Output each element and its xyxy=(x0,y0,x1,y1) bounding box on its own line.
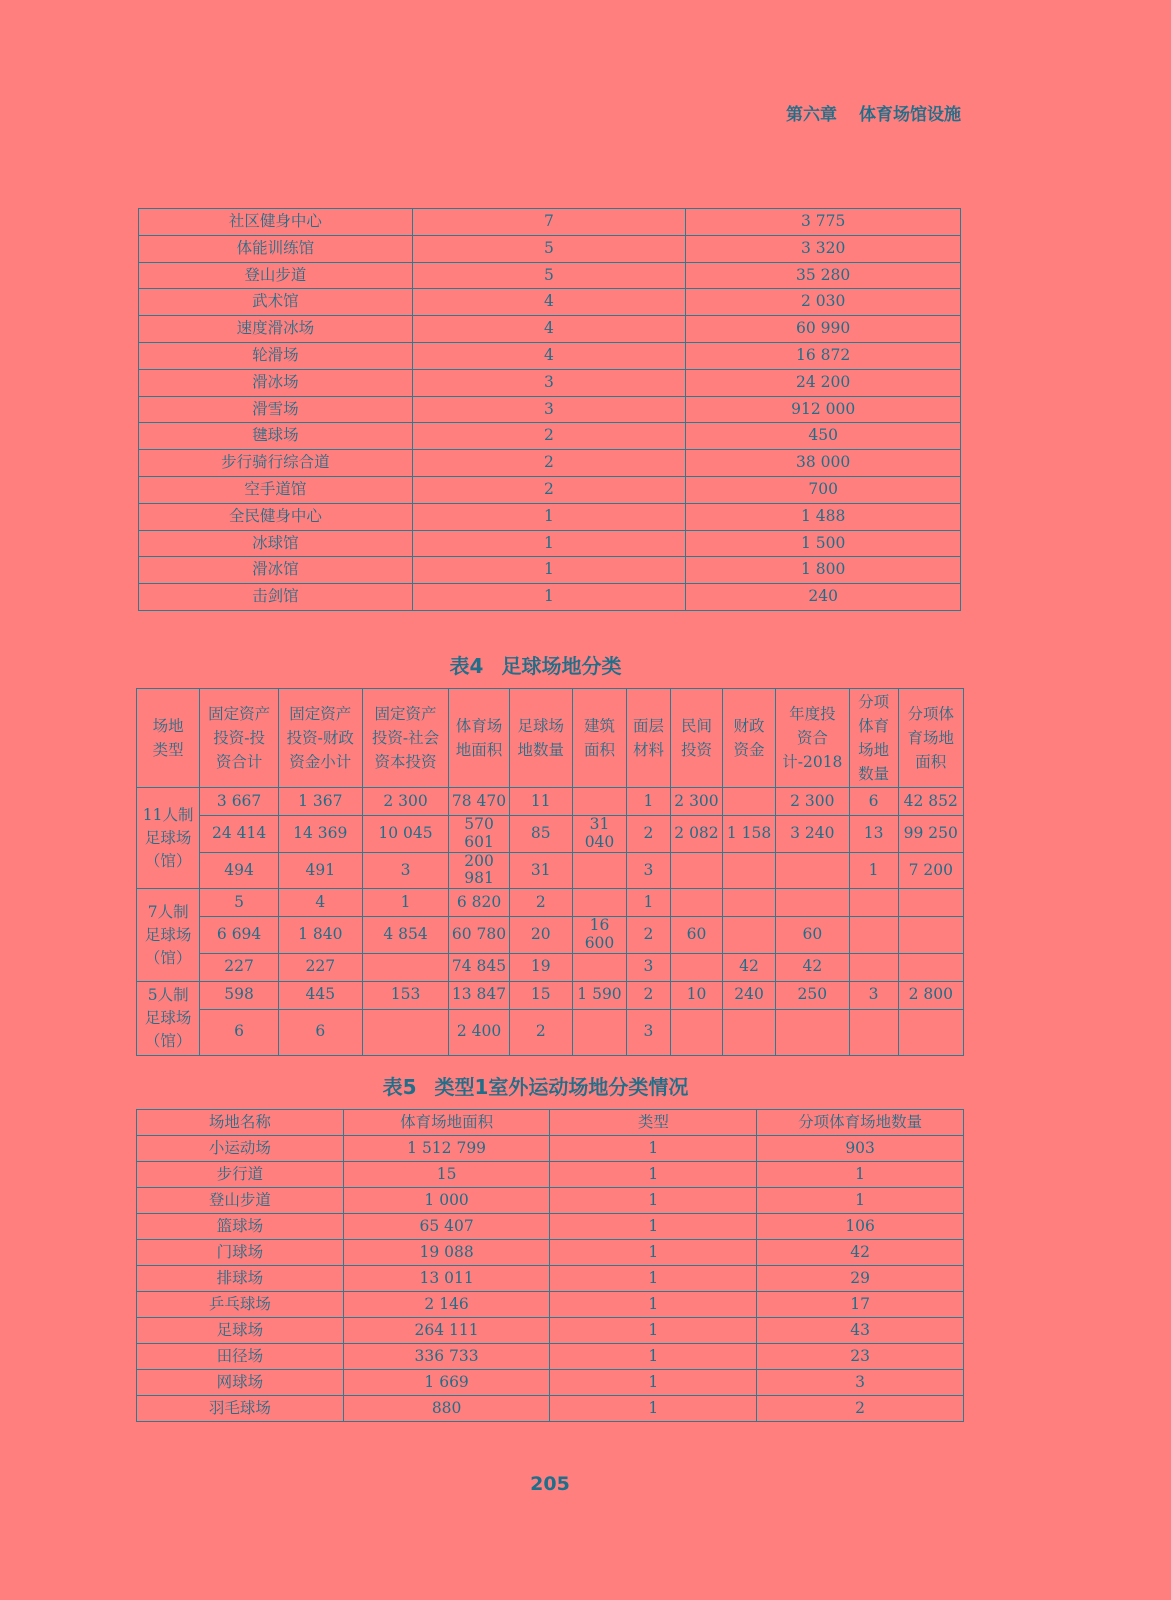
table-cell: 体能训练馆 xyxy=(139,235,413,262)
table-cell xyxy=(572,788,626,816)
table-cell: 武术馆 xyxy=(139,289,413,316)
table-cell: 轮滑场 xyxy=(139,342,413,369)
table-cell: 1 xyxy=(550,1292,757,1318)
table-cell: 912 000 xyxy=(686,396,961,423)
football-field-table xyxy=(136,688,964,1056)
table-cell: 24 414 xyxy=(200,816,279,853)
table-cell xyxy=(898,917,963,954)
table-cell: 445 xyxy=(278,981,362,1009)
table-cell xyxy=(723,1009,776,1055)
table-cell: 步行骑行综合道 xyxy=(139,450,413,477)
table-cell xyxy=(572,953,626,981)
table-row xyxy=(137,1188,964,1214)
table-row xyxy=(139,557,961,584)
table-cell: 击剑馆 xyxy=(139,584,413,611)
table-cell: 240 xyxy=(686,584,961,611)
table-cell: 1 xyxy=(849,852,898,889)
table-row xyxy=(137,1292,964,1318)
table-cell: 74 845 xyxy=(449,953,509,981)
table-cell: 田径场 xyxy=(137,1344,344,1370)
table-cell xyxy=(849,889,898,917)
table-cell xyxy=(572,1009,626,1055)
table-cell: 1 158 xyxy=(723,816,776,853)
field-type-line: 足球场 xyxy=(144,1008,192,1027)
table-cell: 60 xyxy=(776,917,850,954)
table-cell: 1 xyxy=(412,557,686,584)
table-cell: 2 xyxy=(509,889,572,917)
table-row xyxy=(137,953,964,981)
field-type-line: 足球场 xyxy=(144,925,192,944)
table-cell xyxy=(776,852,850,889)
column-header-line: 投资-投 xyxy=(213,729,265,747)
table-cell: 13 011 xyxy=(343,1266,550,1292)
table-cell xyxy=(849,1009,898,1055)
table-cell: 106 xyxy=(757,1214,964,1240)
table-cell: 空手道馆 xyxy=(139,476,413,503)
table-cell: 3 240 xyxy=(776,816,850,853)
table4-caption-title: 足球场地分类 xyxy=(501,654,622,678)
column-header xyxy=(509,689,572,788)
table-row xyxy=(137,981,964,1009)
table-row xyxy=(139,450,961,477)
field-type-cell xyxy=(137,788,200,889)
table-cell: 5 xyxy=(200,889,279,917)
table-cell: 3 xyxy=(757,1370,964,1396)
venue-count-table xyxy=(138,208,961,611)
column-header-line: 计-2018 xyxy=(782,753,843,771)
table-cell: 16 872 xyxy=(686,342,961,369)
table-cell: 1 590 xyxy=(572,981,626,1009)
table-cell: 1 xyxy=(550,1370,757,1396)
table-cell: 78 470 xyxy=(449,788,509,816)
table-cell xyxy=(723,917,776,954)
table-row xyxy=(137,1136,964,1162)
table-cell: 2 xyxy=(627,816,671,853)
table-cell: 1 xyxy=(412,503,686,530)
table-cell: 491 xyxy=(278,852,362,889)
table-cell: 42 852 xyxy=(898,788,963,816)
table-cell: 滑雪场 xyxy=(139,396,413,423)
table-row xyxy=(137,1162,964,1188)
table-cell: 903 xyxy=(757,1136,964,1162)
column-header-line: 数量 xyxy=(858,765,890,783)
table-cell xyxy=(362,953,449,981)
table-cell: 1 xyxy=(550,1214,757,1240)
table-cell: 60 780 xyxy=(449,917,509,954)
table-cell: 篮球场 xyxy=(137,1214,344,1240)
table-cell: 7 200 xyxy=(898,852,963,889)
table-row xyxy=(137,1396,964,1422)
table-cell: 4 xyxy=(412,342,686,369)
column-header xyxy=(137,689,200,788)
table-cell: 1 800 xyxy=(686,557,961,584)
table-cell: 羽毛球场 xyxy=(137,1396,344,1422)
table-cell: 13 847 xyxy=(449,981,509,1009)
table-cell: 速度滑冰场 xyxy=(139,316,413,343)
column-header-line: 育场地 xyxy=(907,729,955,747)
table-cell: 31 040 xyxy=(572,816,626,853)
table-cell: 336 733 xyxy=(343,1344,550,1370)
table4-caption-number: 表4 xyxy=(449,654,484,678)
table-cell: 小运动场 xyxy=(137,1136,344,1162)
table-cell: 7 xyxy=(412,209,686,236)
table-cell: 社区健身中心 xyxy=(139,209,413,236)
table-cell: 20 xyxy=(509,917,572,954)
table-cell xyxy=(849,953,898,981)
table-cell: 2 xyxy=(757,1396,964,1422)
table-row xyxy=(139,342,961,369)
table-cell: 24 200 xyxy=(686,369,961,396)
table-cell: 2 030 xyxy=(686,289,961,316)
table-cell: 排球场 xyxy=(137,1266,344,1292)
column-header xyxy=(670,689,722,788)
column-header: 类型 xyxy=(550,1110,757,1136)
table-cell xyxy=(670,1009,722,1055)
table-cell xyxy=(723,889,776,917)
table-cell xyxy=(670,953,722,981)
table-cell: 2 146 xyxy=(343,1292,550,1318)
table-cell: 1 xyxy=(550,1188,757,1214)
column-header-line: 体育场 xyxy=(455,717,503,735)
table-cell xyxy=(670,852,722,889)
table-row xyxy=(139,316,961,343)
column-header-line: 固定资产 xyxy=(289,705,352,723)
table-row xyxy=(139,584,961,611)
table-cell: 1 xyxy=(550,1396,757,1422)
column-header-line: 分项体 xyxy=(907,705,955,723)
column-header-line: 场地 xyxy=(858,741,890,759)
table-cell xyxy=(898,889,963,917)
table-cell: 85 xyxy=(509,816,572,853)
column-header-line: 场地 xyxy=(152,717,184,735)
table-cell: 2 400 xyxy=(449,1009,509,1055)
field-type-line: 足球场 xyxy=(144,828,192,847)
table-cell: 毽球场 xyxy=(139,423,413,450)
field-type-cell xyxy=(137,889,200,982)
table-row xyxy=(137,788,964,816)
column-header-line: 地数量 xyxy=(517,741,565,759)
table-cell: 23 xyxy=(757,1344,964,1370)
table5-caption-number: 表5 xyxy=(382,1075,417,1099)
table-cell: 网球场 xyxy=(137,1370,344,1396)
table-cell: 494 xyxy=(200,852,279,889)
table-cell: 2 082 xyxy=(670,816,722,853)
table-cell xyxy=(362,1009,449,1055)
table-cell: 2 300 xyxy=(362,788,449,816)
table-row xyxy=(137,1370,964,1396)
table-cell: 3 667 xyxy=(200,788,279,816)
table-cell: 2 300 xyxy=(670,788,722,816)
table-cell: 16 600 xyxy=(572,917,626,954)
column-header-line: 面积 xyxy=(915,753,947,771)
field-type-line: （馆） xyxy=(144,1031,192,1050)
table-cell: 17 xyxy=(757,1292,964,1318)
table-cell: 880 xyxy=(343,1396,550,1422)
table-cell: 11 xyxy=(509,788,572,816)
table-cell: 1 669 xyxy=(343,1370,550,1396)
table-cell: 227 xyxy=(200,953,279,981)
table-row xyxy=(139,423,961,450)
table-row xyxy=(137,816,964,853)
column-header: 体育场地面积 xyxy=(343,1110,550,1136)
table-cell: 1 xyxy=(550,1162,757,1188)
table-cell: 1 367 xyxy=(278,788,362,816)
field-type-line: （馆） xyxy=(144,851,192,870)
table-cell: 6 xyxy=(849,788,898,816)
table-cell: 250 xyxy=(776,981,850,1009)
table-cell: 门球场 xyxy=(137,1240,344,1266)
table-row xyxy=(139,530,961,557)
column-header-line: 资合 xyxy=(796,729,828,747)
table-cell: 2 300 xyxy=(776,788,850,816)
column-header xyxy=(278,689,362,788)
table-cell: 登山步道 xyxy=(137,1188,344,1214)
column-header xyxy=(849,689,898,788)
table5-caption xyxy=(0,1071,1121,1100)
table-cell: 4 xyxy=(412,316,686,343)
table-row xyxy=(137,852,964,889)
field-type-line: （馆） xyxy=(144,948,192,967)
column-header-line: 财政 xyxy=(733,717,765,735)
table-cell: 5 xyxy=(412,235,686,262)
column-header: 场地名称 xyxy=(137,1110,344,1136)
table4-caption xyxy=(0,650,1121,679)
table-cell: 35 280 xyxy=(686,262,961,289)
column-header-line: 材料 xyxy=(632,741,664,759)
table-cell xyxy=(776,1009,850,1055)
table5-caption-title: 类型1室外运动场地分类情况 xyxy=(434,1075,689,1099)
field-type-line: 7人制 xyxy=(147,902,189,921)
column-header-line: 投资-财政 xyxy=(286,729,354,747)
table-cell xyxy=(723,788,776,816)
chapter-title: 体育场馆设施 xyxy=(859,105,961,125)
table-cell: 1 xyxy=(757,1188,964,1214)
table-cell: 15 xyxy=(509,981,572,1009)
table-cell xyxy=(572,852,626,889)
table-cell: 3 xyxy=(362,852,449,889)
field-type-line: 5人制 xyxy=(147,985,189,1004)
table-cell xyxy=(670,889,722,917)
field-type-line: 11人制 xyxy=(142,805,194,824)
table-cell: 4 854 xyxy=(362,917,449,954)
table-cell: 43 xyxy=(757,1318,964,1344)
table-cell: 4 xyxy=(412,289,686,316)
column-header-line: 地面积 xyxy=(455,741,503,759)
table-cell: 153 xyxy=(362,981,449,1009)
table-cell: 6 xyxy=(278,1009,362,1055)
table-cell: 99 250 xyxy=(898,816,963,853)
table-cell: 1 xyxy=(550,1136,757,1162)
table-cell: 598 xyxy=(200,981,279,1009)
table-cell: 29 xyxy=(757,1266,964,1292)
table-row xyxy=(137,1318,964,1344)
column-header-line: 足球场 xyxy=(517,717,565,735)
table-cell: 3 775 xyxy=(686,209,961,236)
table-cell: 200 981 xyxy=(449,852,509,889)
table-row xyxy=(137,1214,964,1240)
table-cell: 1 488 xyxy=(686,503,961,530)
table-row xyxy=(139,235,961,262)
table-cell: 264 111 xyxy=(343,1318,550,1344)
column-header-line: 面积 xyxy=(583,741,615,759)
table-cell xyxy=(723,852,776,889)
table-cell: 6 xyxy=(200,1009,279,1055)
column-header xyxy=(898,689,963,788)
column-header-line: 资金小计 xyxy=(289,753,352,771)
table-row xyxy=(137,1009,964,1055)
table-cell: 42 xyxy=(757,1240,964,1266)
table-cell xyxy=(849,917,898,954)
table-cell: 全民健身中心 xyxy=(139,503,413,530)
table-cell: 1 512 799 xyxy=(343,1136,550,1162)
table-cell: 冰球馆 xyxy=(139,530,413,557)
table-cell xyxy=(776,889,850,917)
table-cell: 2 xyxy=(509,1009,572,1055)
column-header xyxy=(362,689,449,788)
table-cell: 19 xyxy=(509,953,572,981)
table-cell: 65 407 xyxy=(343,1214,550,1240)
table-row xyxy=(139,503,961,530)
column-header xyxy=(723,689,776,788)
table-cell: 6 820 xyxy=(449,889,509,917)
table-cell xyxy=(898,1009,963,1055)
column-header xyxy=(200,689,279,788)
table-cell: 1 xyxy=(550,1240,757,1266)
table-cell: 42 xyxy=(776,953,850,981)
chapter-label: 第六章 xyxy=(786,105,837,125)
table-cell: 700 xyxy=(686,476,961,503)
table-cell: 2 xyxy=(412,423,686,450)
column-header-line: 固定资产 xyxy=(208,705,271,723)
table-cell: 42 xyxy=(723,953,776,981)
column-header-line: 建筑 xyxy=(583,717,615,735)
table-cell: 227 xyxy=(278,953,362,981)
table-cell: 1 840 xyxy=(278,917,362,954)
column-header-line: 固定资产 xyxy=(374,705,437,723)
table-cell: 足球场 xyxy=(137,1318,344,1344)
table-cell: 1 000 xyxy=(343,1188,550,1214)
table-cell: 60 990 xyxy=(686,316,961,343)
column-header-line: 年度投 xyxy=(789,705,836,723)
table-cell: 1 xyxy=(550,1266,757,1292)
column-header xyxy=(449,689,509,788)
table-cell: 570 601 xyxy=(449,816,509,853)
running-header xyxy=(786,100,961,125)
table-cell: 4 xyxy=(278,889,362,917)
column-header xyxy=(572,689,626,788)
column-header-line: 资合计 xyxy=(215,753,263,771)
table-cell: 2 xyxy=(412,450,686,477)
table-cell: 1 xyxy=(362,889,449,917)
column-header-line: 民间 xyxy=(680,717,712,735)
table-cell: 3 xyxy=(412,396,686,423)
table-cell: 13 xyxy=(849,816,898,853)
table-cell: 2 xyxy=(412,476,686,503)
column-header-line: 资金 xyxy=(733,741,765,759)
table-row xyxy=(139,289,961,316)
column-header-line: 资本投资 xyxy=(374,753,437,771)
table-cell xyxy=(572,889,626,917)
field-type-cell xyxy=(137,981,200,1055)
table-cell: 2 800 xyxy=(898,981,963,1009)
table-cell: 15 xyxy=(343,1162,550,1188)
column-header-line: 体育 xyxy=(858,717,890,735)
table-cell: 10 045 xyxy=(362,816,449,853)
outdoor-field-table xyxy=(136,1109,964,1422)
table-cell: 5 xyxy=(412,262,686,289)
table-cell: 14 369 xyxy=(278,816,362,853)
table-row xyxy=(139,369,961,396)
table-cell: 3 xyxy=(412,369,686,396)
table-row xyxy=(137,1266,964,1292)
table-cell: 乒乓球场 xyxy=(137,1292,344,1318)
table-cell: 滑冰场 xyxy=(139,369,413,396)
column-header-line: 分项 xyxy=(858,693,890,711)
table-cell: 38 000 xyxy=(686,450,961,477)
table-cell: 步行道 xyxy=(137,1162,344,1188)
table-cell: 1 xyxy=(757,1162,964,1188)
table-cell: 19 088 xyxy=(343,1240,550,1266)
column-header xyxy=(776,689,850,788)
table-cell: 31 xyxy=(509,852,572,889)
table-cell: 1 500 xyxy=(686,530,961,557)
table-cell: 1 xyxy=(627,889,671,917)
table-cell: 1 xyxy=(412,530,686,557)
table-row xyxy=(137,917,964,954)
table-cell xyxy=(898,953,963,981)
table-cell: 450 xyxy=(686,423,961,450)
table-row xyxy=(139,476,961,503)
table-cell: 10 xyxy=(670,981,722,1009)
column-header-line: 面层 xyxy=(632,717,664,735)
table-cell: 3 320 xyxy=(686,235,961,262)
table-cell: 2 xyxy=(627,917,671,954)
table-cell: 3 xyxy=(849,981,898,1009)
table-row xyxy=(137,1240,964,1266)
table-cell: 登山步道 xyxy=(139,262,413,289)
table-cell: 1 xyxy=(550,1318,757,1344)
table-cell: 60 xyxy=(670,917,722,954)
page-number: 205 xyxy=(530,1473,570,1495)
table-cell: 3 xyxy=(627,953,671,981)
column-header-line: 类型 xyxy=(152,741,184,759)
table-row xyxy=(137,889,964,917)
table-cell: 2 xyxy=(627,981,671,1009)
table-row xyxy=(139,209,961,236)
table-cell: 240 xyxy=(723,981,776,1009)
table-cell: 滑冰馆 xyxy=(139,557,413,584)
column-header: 分项体育场地数量 xyxy=(757,1110,964,1136)
table-cell: 3 xyxy=(627,1009,671,1055)
table-cell: 1 xyxy=(412,584,686,611)
table-cell: 3 xyxy=(627,852,671,889)
table-row xyxy=(139,262,961,289)
table-row xyxy=(139,396,961,423)
table-cell: 1 xyxy=(627,788,671,816)
table-row xyxy=(137,1344,964,1370)
table-cell: 1 xyxy=(550,1344,757,1370)
column-header-line: 投资-社会 xyxy=(371,729,440,747)
column-header-line: 投资 xyxy=(680,741,712,759)
column-header xyxy=(627,689,671,788)
table-cell: 6 694 xyxy=(200,917,279,954)
